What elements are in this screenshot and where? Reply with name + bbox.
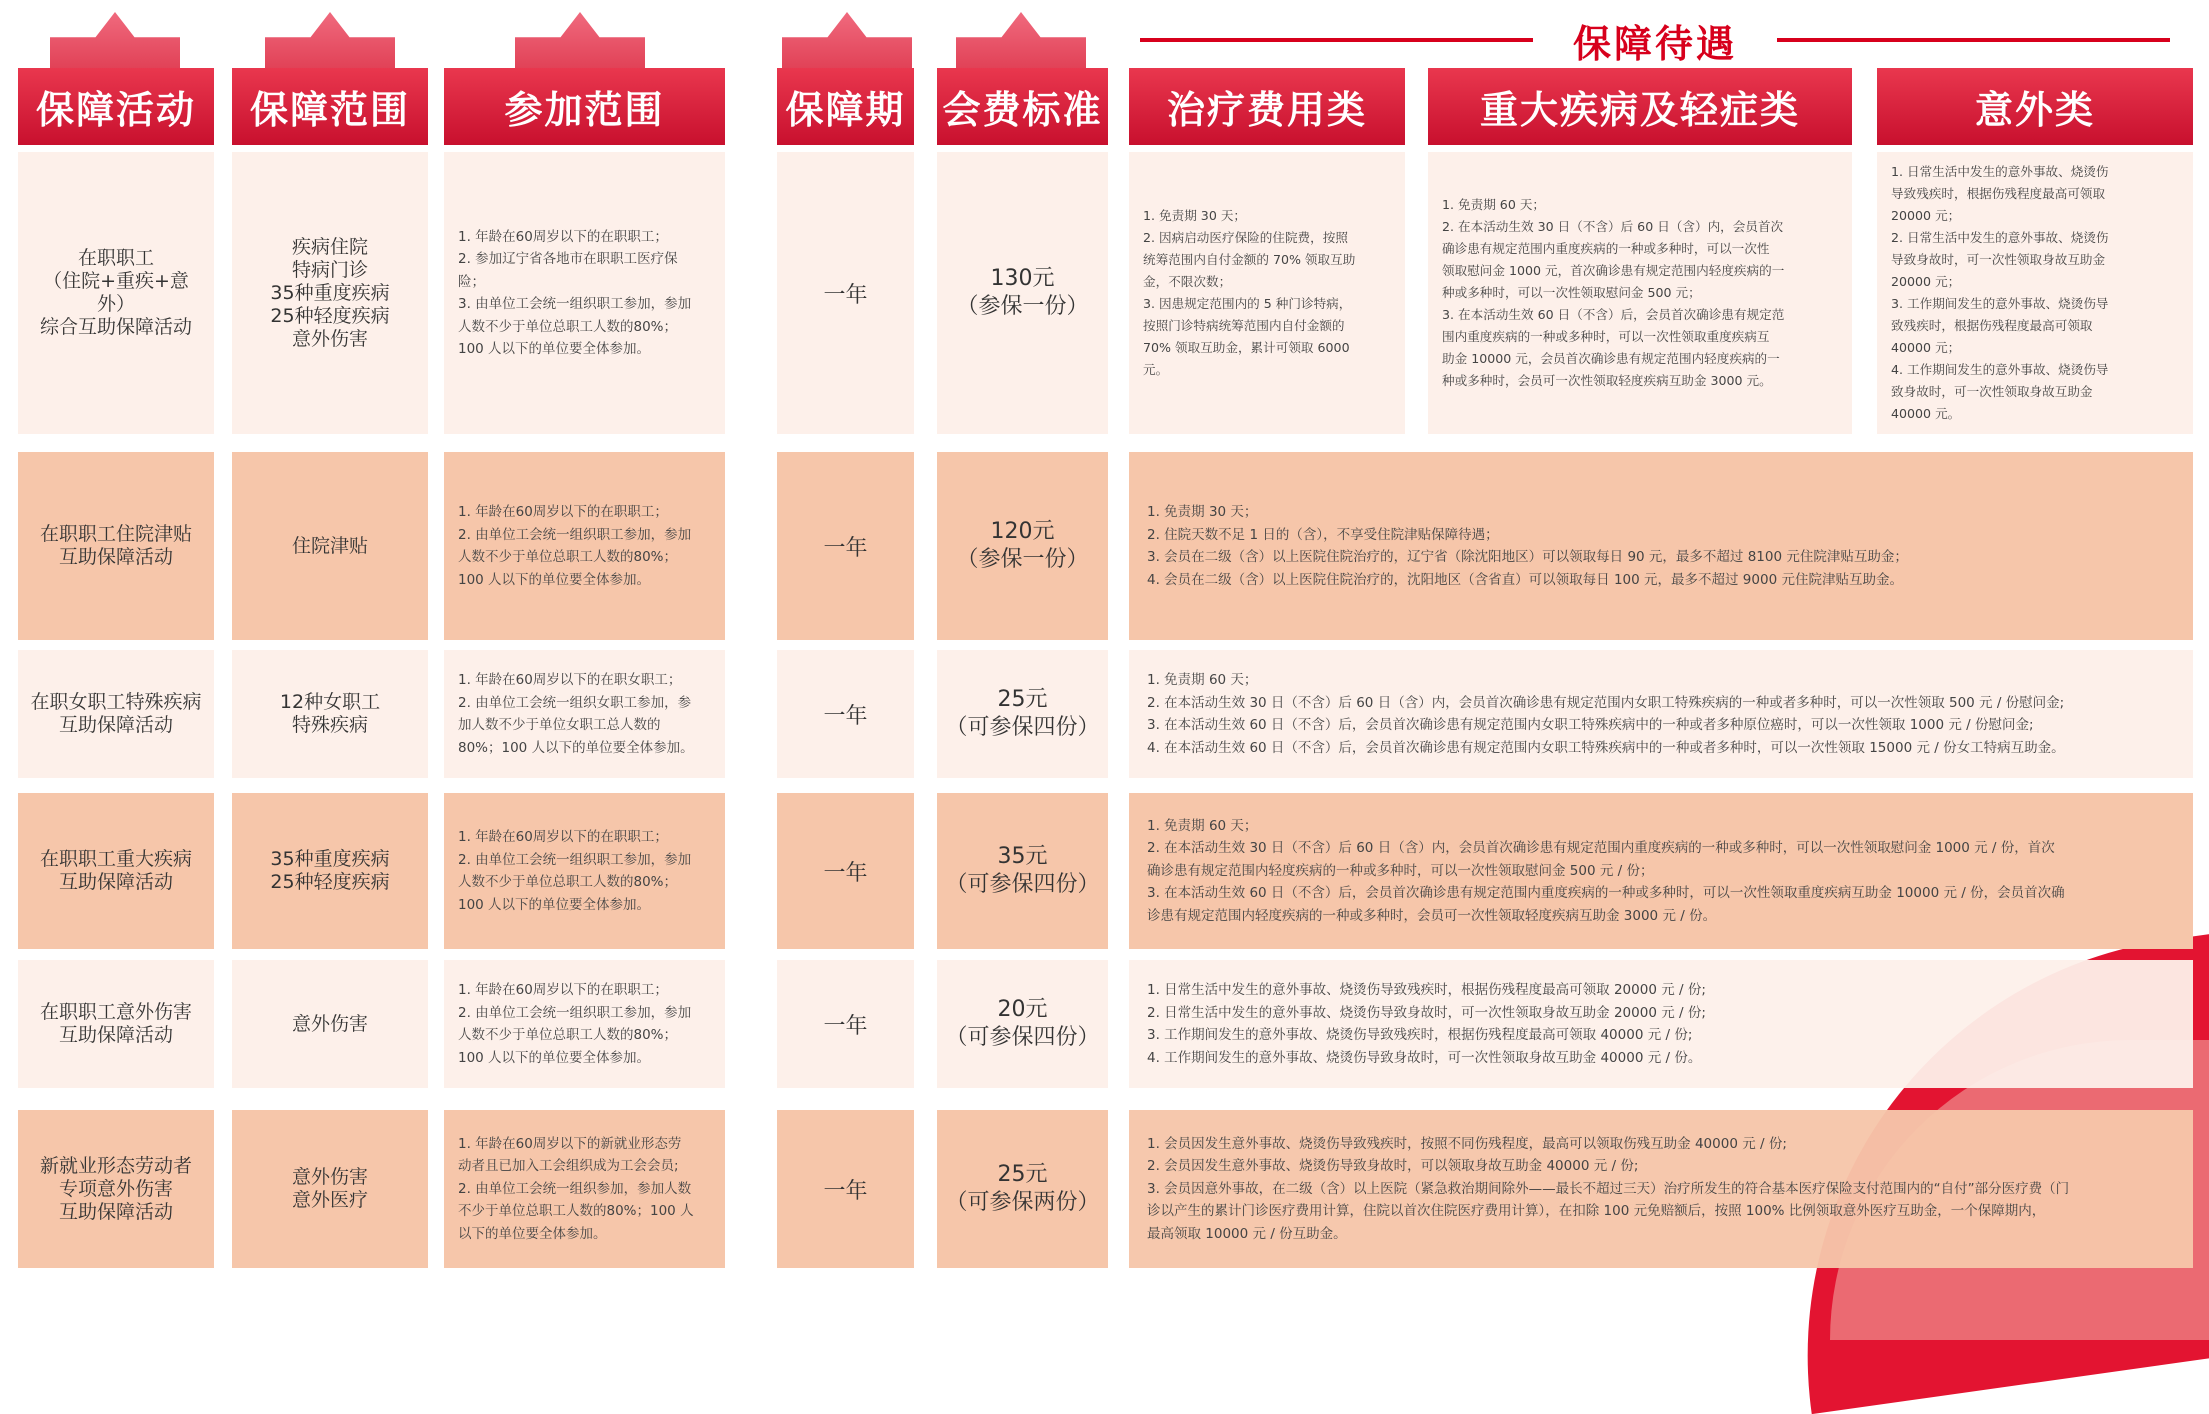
row-5-benefit: 1. 日常生活中发生的意外事故、烧烫伤导致残疾时，根据伤残程度最高可领取 20000 元 / 份; 2. 日常生活中发生的意外事故、烧烫伤导致身故时，可一次性领取身故互助金 20000 元 / 份; 3. 工作期间发生的意外事故、烧烫伤导致残疾时，根据伤残程度最高可领取 40000 元 / 份; 4. 工作期间发生的意外事故、烧烫伤导致身故时，可一次性领取身故互助金 40000 元 / 份。 (1129, 960, 2193, 1088)
header-tab-bump (782, 12, 912, 68)
header-critical: 重大疾病及轻症类 (1428, 68, 1852, 145)
row-1-activity: 在职职工 （住院+重疾+意外） 综合互助保障活动 (18, 152, 214, 434)
row-3-activity: 在职女职工特殊疾病 互助保障活动 (18, 650, 214, 778)
row-1-critical: 1. 免责期 60 天； 2. 在本活动生效 30 日（不含）后 60 日（含）内，会员首次 确诊患有规定范围内重度疾病的一种或多种时，可以一次性 领取慰问金 1000 元，首次确诊患有规定范围内轻度疾病的一 种或多种时，可以一次性领取慰问金 500 元； 3. 在本活动生效 60 日（不含）后，会员首次确诊患有规定范 围内重度疾病的一种或多种时，可以一次性领取重度疾病互 助金 10000 元，会员首次确诊患有规定范围内轻度疾病的一 种或多种时，会员可一次性领取轻度疾病互助金 3000 元。 (1428, 152, 1852, 434)
row-1-treatment: 1. 免责期 30 天； 2. 因病启动医疗保险的住院费，按照 统筹范围内自付金额的 70% 领取互助 金，不限次数； 3. 因患规定范围内的 5 种门诊特病， 按照门诊特病统筹范围内自付金额的 70% 领取互助金，累计可领取 6000 元。 (1129, 152, 1405, 434)
header-tab-bump (50, 12, 180, 68)
header-tab-bump (956, 12, 1086, 68)
row-4-period: 一年 (777, 793, 914, 949)
row-3-period: 一年 (777, 650, 914, 778)
row-2-scope: 住院津贴 (232, 452, 428, 640)
row-6-benefit: 1. 会员因发生意外事故、烧烫伤导致残疾时，按照不同伤残程度，最高可以领取伤残互助金 40000 元 / 份; 2. 会员因发生意外事故、烧烫伤导致身故时，可以领取身故互助金 40000 元 / 份; 3. 会员因意外事故，在二级（含）以上医院（紧急救治期间除外——最长不超过三天）治疗所发生的符合基本医疗保险支付范围内的“自付”部分医疗费（门 诊以产生的累计门诊医疗费用计算，住院以首次住院医疗费用计算），在扣除 100 元免赔额后，按照 100% 比例领取意外医疗互助金，一个保障期内， 最高领取 10000 元 / 份互助金。 (1129, 1110, 2193, 1268)
row-4-participation: 1. 年龄在60周岁以下的在职职工； 2. 由单位工会统一组织职工参加，参加 人数不少于单位总职工人数的80%； 100 人以下的单位要全体参加。 (444, 793, 725, 949)
row-6-participation: 1. 年龄在60周岁以下的新就业形态劳 动者且已加入工会组织成为工会会员; 2. 由单位工会统一组织参加，参加人数 不少于单位总职工人数的80%；100 人 以下的单位要全体参加。 (444, 1110, 725, 1268)
header-activity: 保障活动 (18, 68, 214, 145)
row-4-activity: 在职职工重大疾病 互助保障活动 (18, 793, 214, 949)
row-5-period: 一年 (777, 960, 914, 1088)
header-scope: 保障范围 (232, 68, 428, 145)
row-2-period: 一年 (777, 452, 914, 640)
header-tab-bump (265, 12, 395, 68)
row-3-benefit: 1. 免责期 60 天； 2. 在本活动生效 30 日（不含）后 60 日（含）内，会员首次确诊患有规定范围内女职工特殊疾病的一种或者多种时，可以一次性领取 500 元 / 份慰问金; 3. 在本活动生效 60 日（不含）后，会员首次确诊患有规定范围内女职工特殊疾病中的一种或者多种原位癌时，可以一次性领取 1000 元 / 份慰问金; 4. 在本活动生效 60 日（不含）后，会员首次确诊患有规定范围内女职工特殊疾病中的一种或者多种时，可以一次性领取 15000 元 / 份女工特病互助金。 (1129, 650, 2193, 778)
benefit-title-text: 保障待遇 (1573, 21, 1738, 66)
header-period: 保障期 (777, 68, 914, 145)
row-4-fee: 35元 （可参保四份） (937, 793, 1108, 949)
title-line-right (1777, 38, 2170, 42)
header-participation: 参加范围 (444, 68, 725, 145)
row-5-scope: 意外伤害 (232, 960, 428, 1088)
row-2-activity: 在职职工住院津贴 互助保障活动 (18, 452, 214, 640)
row-6-period: 一年 (777, 1110, 914, 1268)
header-accident: 意外类 (1877, 68, 2193, 145)
row-1-fee: 130元 （参保一份） (937, 152, 1108, 434)
row-2-benefit: 1. 免责期 30 天； 2. 住院天数不足 1 日的（含），不享受住院津贴保障待遇； 3. 会员在二级（含）以上医院住院治疗的，辽宁省（除沈阳地区）可以领取每日 90 元，最多不超过 8100 元住院津贴互助金； 4. 会员在二级（含）以上医院住院治疗的，沈阳地区（含省直）可以领取每日 100 元，最多不超过 9000 元住院津贴互助金。 (1129, 452, 2193, 640)
row-3-scope: 12种女职工 特殊疾病 (232, 650, 428, 778)
row-5-fee: 20元 （可参保四份） (937, 960, 1108, 1088)
benefit-section-title (1140, 10, 2170, 70)
title-line-left (1140, 38, 1533, 42)
row-1-accident: 1. 日常生活中发生的意外事故、烧烫伤 导致残疾时，根据伤残程度最高可领取 20000 元； 2. 日常生活中发生的意外事故、烧烫伤 导致身故时，可一次性领取身故互助金 20000 元； 3. 工作期间发生的意外事故、烧烫伤导 致残疾时，根据伤残程度最高可领取 40000 元； 4. 工作期间发生的意外事故、烧烫伤导 致身故时，可一次性领取身故互助金 40000 元。 (1877, 152, 2193, 434)
row-5-activity: 在职职工意外伤害 互助保障活动 (18, 960, 214, 1088)
row-4-scope: 35种重度疾病 25种轻度疾病 (232, 793, 428, 949)
row-5-participation: 1. 年龄在60周岁以下的在职职工； 2. 由单位工会统一组织职工参加，参加 人数不少于单位总职工人数的80%； 100 人以下的单位要全体参加。 (444, 960, 725, 1088)
row-3-participation: 1. 年龄在60周岁以下的在职女职工； 2. 由单位工会统一组织女职工参加，参 加人数不少于单位女职工总人数的 80%；100 人以下的单位要全体参加。 (444, 650, 725, 778)
row-2-participation: 1. 年龄在60周岁以下的在职职工； 2. 由单位工会统一组织职工参加，参加 人数不少于单位总职工人数的80%； 100 人以下的单位要全体参加。 (444, 452, 725, 640)
header-treatment: 治疗费用类 (1129, 68, 1405, 145)
header-fee: 会费标准 (937, 68, 1108, 145)
row-1-scope: 疾病住院 特病门诊 35种重度疾病 25种轻度疾病 意外伤害 (232, 152, 428, 434)
row-2-fee: 120元 （参保一份） (937, 452, 1108, 640)
row-6-scope: 意外伤害 意外医疗 (232, 1110, 428, 1268)
row-4-benefit: 1. 免责期 60 天； 2. 在本活动生效 30 日（不含）后 60 日（含）内，会员首次确诊患有规定范围内重度疾病的一种或多种时，可以一次性领取慰问金 1000 元 / 份，首次 确诊患有规定范围内轻度疾病的一种或多种时，可以一次性领取慰问金 500 元 / 份； 3. 在本活动生效 60 日（不含）后，会员首次确诊患有规定范围内重度疾病的一种或多种时，可以一次性领取重度疾病互助金 10000 元 / 份，会员首次确 诊患有规定范围内轻度疾病的一种或多种时，会员可一次性领取轻度疾病互助金 3000 元 / 份。 (1129, 793, 2193, 949)
row-6-fee: 25元 （可参保两份） (937, 1110, 1108, 1268)
row-3-fee: 25元 （可参保四份） (937, 650, 1108, 778)
row-6-activity: 新就业形态劳动者 专项意外伤害 互助保障活动 (18, 1110, 214, 1268)
row-1-participation: 1. 年龄在60周岁以下的在职职工； 2. 参加辽宁省各地市在职职工医疗保 险； 3. 由单位工会统一组织职工参加，参加 人数不少于单位总职工人数的80%； 100 人以下的单位要全体参加。 (444, 152, 725, 434)
row-1-period: 一年 (777, 152, 914, 434)
header-tab-bump (515, 12, 645, 68)
